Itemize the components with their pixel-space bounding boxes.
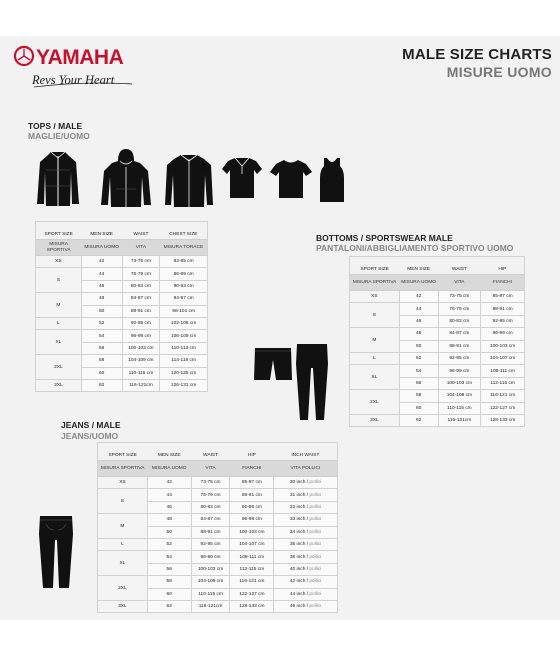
men-size-cell: 62 bbox=[399, 414, 438, 426]
waist-cell: 110-115 cm bbox=[122, 367, 160, 379]
sport-size-cell: 3XL bbox=[350, 414, 400, 426]
sport-size-cell: 3XL bbox=[36, 379, 82, 391]
page-subtitle: MISURE UOMO bbox=[446, 64, 552, 80]
header-row-it bbox=[350, 275, 525, 291]
men-size-cell: 48 bbox=[147, 514, 191, 526]
measure-cell: 85-87 cm bbox=[481, 291, 525, 303]
measure-cell: 116-121 cm bbox=[481, 390, 525, 402]
measure-cell: 98-101 cm bbox=[160, 305, 208, 317]
waist-cell: 73-75 cm bbox=[438, 291, 481, 303]
men-size-cell: 56 bbox=[147, 563, 191, 575]
men-size-cell: 42 bbox=[81, 256, 122, 268]
header-row-en bbox=[350, 257, 525, 275]
inch-value: 42 inch / bbox=[289, 579, 309, 585]
inch-value: 33 inch / bbox=[289, 517, 309, 523]
sport-size-cell: S bbox=[36, 268, 82, 293]
inch-waist-cell bbox=[274, 526, 338, 538]
col-header: HIP bbox=[247, 452, 256, 458]
men-size-cell: 54 bbox=[147, 551, 191, 563]
measure-cell: 92-95 cm bbox=[230, 501, 274, 513]
table-row bbox=[36, 317, 208, 329]
measure-cell: 86-89 cm bbox=[160, 268, 208, 280]
shirt-icon bbox=[164, 153, 214, 209]
measure-cell: 128-133 cm bbox=[230, 600, 274, 612]
sport-size-cell: M bbox=[36, 293, 82, 318]
waist-cell: 88-91 cm bbox=[191, 526, 230, 538]
unit-suffix: pollici bbox=[309, 579, 322, 585]
men-size-cell: 42 bbox=[399, 291, 438, 303]
inch-value: 46 inch / bbox=[289, 604, 309, 610]
measure-cell: 112-115 cm bbox=[230, 563, 274, 575]
waist-cell: 110-115 cm bbox=[438, 402, 481, 414]
col-header: WAIST bbox=[451, 266, 467, 272]
unit-suffix: pollici bbox=[309, 480, 322, 486]
measure-cell: 108-111 cm bbox=[230, 551, 274, 563]
unit-suffix: pollici bbox=[309, 591, 322, 597]
sport-size-cell: M bbox=[350, 328, 400, 353]
inch-value: 34 inch / bbox=[289, 529, 309, 535]
inch-waist-cell bbox=[274, 588, 338, 600]
men-size-cell: 46 bbox=[399, 315, 438, 327]
col-header-it: VITA bbox=[191, 461, 230, 477]
men-size-cell: 48 bbox=[81, 293, 122, 305]
table-row bbox=[350, 390, 525, 402]
header-row-en bbox=[98, 443, 338, 461]
jeans-title: JEANS / MALE bbox=[61, 420, 121, 430]
inch-waist-cell bbox=[274, 600, 338, 612]
measure-cell: 85-87 cm bbox=[230, 477, 274, 489]
shorts-icon bbox=[253, 346, 293, 382]
men-size-cell: 58 bbox=[399, 390, 438, 402]
yamaha-logo bbox=[14, 44, 144, 92]
measure-cell: 100-103 cm bbox=[481, 340, 525, 352]
table-row bbox=[350, 328, 525, 340]
col-header-it: VITA bbox=[122, 240, 160, 256]
men-size-cell: 54 bbox=[81, 330, 122, 342]
men-size-cell: 44 bbox=[399, 303, 438, 315]
sport-size-cell: S bbox=[350, 303, 400, 328]
measure-cell: 116-121 cm bbox=[230, 576, 274, 588]
table-row bbox=[350, 291, 525, 303]
waist-cell: 88-91 cm bbox=[122, 305, 160, 317]
table-row bbox=[36, 293, 208, 305]
men-size-cell: 50 bbox=[399, 340, 438, 352]
unit-suffix: pollici bbox=[309, 566, 322, 572]
men-size-cell: 50 bbox=[81, 305, 122, 317]
polo-icon bbox=[222, 156, 262, 200]
men-size-cell: 56 bbox=[399, 377, 438, 389]
col-header: MEN SIZE bbox=[90, 231, 113, 237]
col-header-it: MISURA UOMO bbox=[147, 461, 191, 477]
inch-waist-cell bbox=[274, 477, 338, 489]
col-header: SPORT SIZE bbox=[108, 452, 137, 458]
col-header: MEN SIZE bbox=[407, 266, 430, 272]
sport-size-cell: 3XL bbox=[98, 600, 148, 612]
sport-size-cell: S bbox=[98, 489, 148, 514]
waist-cell: 96-99 cm bbox=[191, 551, 230, 563]
unit-suffix: pollici bbox=[309, 517, 322, 523]
table-row bbox=[98, 538, 338, 550]
measure-cell: 94-97 cm bbox=[160, 293, 208, 305]
men-size-cell: 48 bbox=[399, 328, 438, 340]
waist-cell: 92-95 cm bbox=[438, 352, 481, 364]
inch-value: 44 inch / bbox=[289, 591, 309, 597]
measure-cell: 104-107 cm bbox=[230, 538, 274, 550]
measure-cell: 122-127 cm bbox=[230, 588, 274, 600]
table-row bbox=[36, 268, 208, 280]
waist-cell: 100-103 cm bbox=[191, 563, 230, 575]
col-header: WAIST bbox=[133, 231, 149, 237]
inch-waist-cell bbox=[274, 563, 338, 575]
jeans-size-table bbox=[97, 442, 338, 613]
men-size-cell: 58 bbox=[147, 576, 191, 588]
bottoms-size-table bbox=[349, 256, 525, 427]
col-header-it: MISURA UOMO bbox=[81, 240, 122, 256]
sport-size-cell: XL bbox=[350, 365, 400, 390]
table-row bbox=[98, 477, 338, 489]
waist-cell: 104-109 cm bbox=[122, 355, 160, 367]
measure-cell: 102-105 cm bbox=[160, 317, 208, 329]
table-row bbox=[36, 355, 208, 367]
men-size-cell: 42 bbox=[147, 477, 191, 489]
unit-suffix: pollici bbox=[309, 492, 322, 498]
table-row bbox=[98, 576, 338, 588]
col-header-it: MISURA TORACE bbox=[160, 240, 208, 256]
men-size-cell: 46 bbox=[147, 501, 191, 513]
table-row bbox=[350, 414, 525, 426]
table-row bbox=[350, 352, 525, 364]
col-header: HIP bbox=[498, 266, 507, 272]
tanktop-icon bbox=[318, 156, 346, 204]
men-size-cell: 50 bbox=[147, 526, 191, 538]
table-row bbox=[36, 256, 208, 268]
unit-suffix: pollici bbox=[309, 604, 322, 610]
waist-cell: 80-83 cm bbox=[438, 315, 481, 327]
tops-size-table bbox=[35, 221, 208, 392]
inch-waist-cell bbox=[274, 538, 338, 550]
men-size-cell: 44 bbox=[147, 489, 191, 501]
measure-cell: 126-131 cm bbox=[160, 379, 208, 391]
waist-cell: 80-83 cm bbox=[191, 501, 230, 513]
sport-size-cell: 2XL bbox=[36, 355, 82, 380]
measure-cell: 114-119 cm bbox=[160, 355, 208, 367]
men-size-cell: 60 bbox=[399, 402, 438, 414]
svg-text:Revs Your Heart: Revs Your Heart bbox=[32, 73, 115, 87]
waist-cell: 84-87 cm bbox=[191, 514, 230, 526]
sport-size-cell: L bbox=[350, 352, 400, 364]
waist-cell: 116-121cm bbox=[191, 600, 230, 612]
men-size-cell: 58 bbox=[81, 355, 122, 367]
tops-title: TOPS / MALE bbox=[28, 121, 83, 131]
sport-size-cell: XS bbox=[36, 256, 82, 268]
sport-size-cell: 2XL bbox=[98, 576, 148, 601]
measure-cell: 112-115 cm bbox=[481, 377, 525, 389]
col-header-it: VITA POLLICI bbox=[274, 461, 338, 477]
waist-cell: 73-75 cm bbox=[122, 256, 160, 268]
waist-cell: 104-109 cm bbox=[191, 576, 230, 588]
inch-value: 38 inch / bbox=[289, 554, 309, 560]
waist-cell: 84-87 cm bbox=[122, 293, 160, 305]
men-size-cell: 62 bbox=[81, 379, 122, 391]
men-size-cell: 62 bbox=[147, 600, 191, 612]
col-header: SPORT SIZE bbox=[44, 231, 73, 237]
measure-cell: 88-91 cm bbox=[481, 303, 525, 315]
men-size-cell: 44 bbox=[81, 268, 122, 280]
inch-waist-cell bbox=[274, 576, 338, 588]
measure-cell: 122-127 cm bbox=[481, 402, 525, 414]
men-size-cell: 60 bbox=[147, 588, 191, 600]
col-header-it: MISURA SPORTIVA bbox=[36, 240, 82, 256]
header-row-en bbox=[36, 222, 208, 240]
col-header-it: MISURA SPORTIVA bbox=[350, 275, 400, 291]
measure-cell: 92-95 cm bbox=[481, 315, 525, 327]
measure-cell: 104-107 cm bbox=[481, 352, 525, 364]
col-header-it: MISURA UOMO bbox=[399, 275, 438, 291]
waist-cell: 76-79 cm bbox=[122, 268, 160, 280]
measure-cell: 110-113 cm bbox=[160, 342, 208, 354]
table-row bbox=[36, 330, 208, 342]
table-row bbox=[98, 489, 338, 501]
men-size-cell: 54 bbox=[399, 365, 438, 377]
table-row bbox=[36, 379, 208, 391]
measure-cell: 108-111 cm bbox=[481, 365, 525, 377]
measure-cell: 83-85 cm bbox=[160, 256, 208, 268]
bottoms-title: BOTTOMS / SPORTSWEAR MALE bbox=[316, 233, 453, 243]
inch-value: 31 inch / bbox=[289, 492, 309, 498]
measure-cell: 128-133 cm bbox=[481, 414, 525, 426]
tshirt-icon bbox=[270, 158, 312, 200]
svg-text:YAMAHA: YAMAHA bbox=[36, 46, 124, 69]
col-header-it: FIANCHI bbox=[481, 275, 525, 291]
col-header: WAIST bbox=[203, 452, 219, 458]
jeans-subtitle: JEANS/UOMO bbox=[61, 431, 119, 441]
waist-cell: 73-75 cm bbox=[191, 477, 230, 489]
inch-value: 32 inch / bbox=[289, 504, 309, 510]
measure-cell: 120-125 cm bbox=[160, 367, 208, 379]
measure-cell: 88-91 cm bbox=[230, 489, 274, 501]
page-title: MALE SIZE CHARTS bbox=[402, 46, 552, 63]
waist-cell: 100-103 cm bbox=[438, 377, 481, 389]
inch-waist-cell bbox=[274, 551, 338, 563]
men-size-cell: 46 bbox=[81, 280, 122, 292]
sport-size-cell: 2XL bbox=[350, 390, 400, 415]
waist-cell: 76-79 cm bbox=[191, 489, 230, 501]
waist-cell: 110-115 cm bbox=[191, 588, 230, 600]
col-header-it: MISURA SPORTIVA bbox=[98, 461, 148, 477]
table-row bbox=[98, 600, 338, 612]
waist-cell: 116-121cm bbox=[122, 379, 160, 391]
sport-size-cell: M bbox=[98, 514, 148, 539]
men-size-cell: 52 bbox=[399, 352, 438, 364]
waist-cell: 92-95 cm bbox=[122, 317, 160, 329]
table-row bbox=[98, 551, 338, 563]
hoodie-icon bbox=[100, 147, 152, 209]
inch-value: 30 inch / bbox=[289, 480, 309, 486]
table-row bbox=[98, 514, 338, 526]
jeans-icon bbox=[37, 514, 75, 590]
col-header-it: VITA bbox=[438, 275, 481, 291]
header-row-it bbox=[98, 461, 338, 477]
men-size-cell: 56 bbox=[81, 342, 122, 354]
inch-value: 36 inch / bbox=[289, 542, 309, 548]
waist-cell: 80-83 cm bbox=[122, 280, 160, 292]
col-header-it: FIANCHI bbox=[230, 461, 274, 477]
unit-suffix: pollici bbox=[309, 554, 322, 560]
sport-size-cell: L bbox=[36, 317, 82, 329]
waist-cell: 100-103 cm bbox=[122, 342, 160, 354]
inch-waist-cell bbox=[274, 501, 338, 513]
table-row bbox=[350, 365, 525, 377]
bottoms-subtitle: PANTALONI/ABBIGLIAMENTO SPORTIVO UOMO bbox=[316, 243, 514, 253]
inch-value: 40 inch / bbox=[289, 566, 309, 572]
sport-size-cell: XL bbox=[36, 330, 82, 355]
sport-size-cell: XS bbox=[98, 477, 148, 489]
col-header: SPORT SIZE bbox=[360, 266, 389, 272]
waist-cell: 84-87 cm bbox=[438, 328, 481, 340]
measure-cell: 90-93 cm bbox=[160, 280, 208, 292]
waist-cell: 96-99 cm bbox=[122, 330, 160, 342]
men-size-cell: 52 bbox=[81, 317, 122, 329]
men-size-cell: 60 bbox=[81, 367, 122, 379]
waist-cell: 76-79 cm bbox=[438, 303, 481, 315]
waist-cell: 116-121cm bbox=[438, 414, 481, 426]
col-header: MEN SIZE bbox=[157, 452, 181, 458]
measure-cell: 106-109 cm bbox=[160, 330, 208, 342]
jacket-icon bbox=[36, 150, 80, 208]
header-row-it bbox=[36, 240, 208, 256]
unit-suffix: pollici bbox=[309, 504, 322, 510]
waist-cell: 96-99 cm bbox=[438, 365, 481, 377]
waist-cell: 92-95 cm bbox=[191, 538, 230, 550]
table-row bbox=[350, 303, 525, 315]
measure-cell: 96-99 cm bbox=[481, 328, 525, 340]
sport-size-cell: XS bbox=[350, 291, 400, 303]
unit-suffix: pollici bbox=[309, 529, 322, 535]
measure-cell: 100-103 cm bbox=[230, 526, 274, 538]
col-header: INCH WAIST bbox=[291, 452, 320, 458]
col-header: CHEST SIZE bbox=[169, 231, 198, 237]
inch-waist-cell bbox=[274, 489, 338, 501]
men-size-cell: 52 bbox=[147, 538, 191, 550]
sport-size-cell: L bbox=[98, 538, 148, 550]
inch-waist-cell bbox=[274, 514, 338, 526]
sport-size-cell: XL bbox=[98, 551, 148, 576]
unit-suffix: pollici bbox=[309, 542, 322, 548]
leggings-icon bbox=[294, 342, 330, 422]
waist-cell: 88-91 cm bbox=[438, 340, 481, 352]
waist-cell: 104-109 cm bbox=[438, 390, 481, 402]
measure-cell: 96-99 cm bbox=[230, 514, 274, 526]
tops-subtitle: MAGLIE/UOMO bbox=[28, 131, 90, 141]
